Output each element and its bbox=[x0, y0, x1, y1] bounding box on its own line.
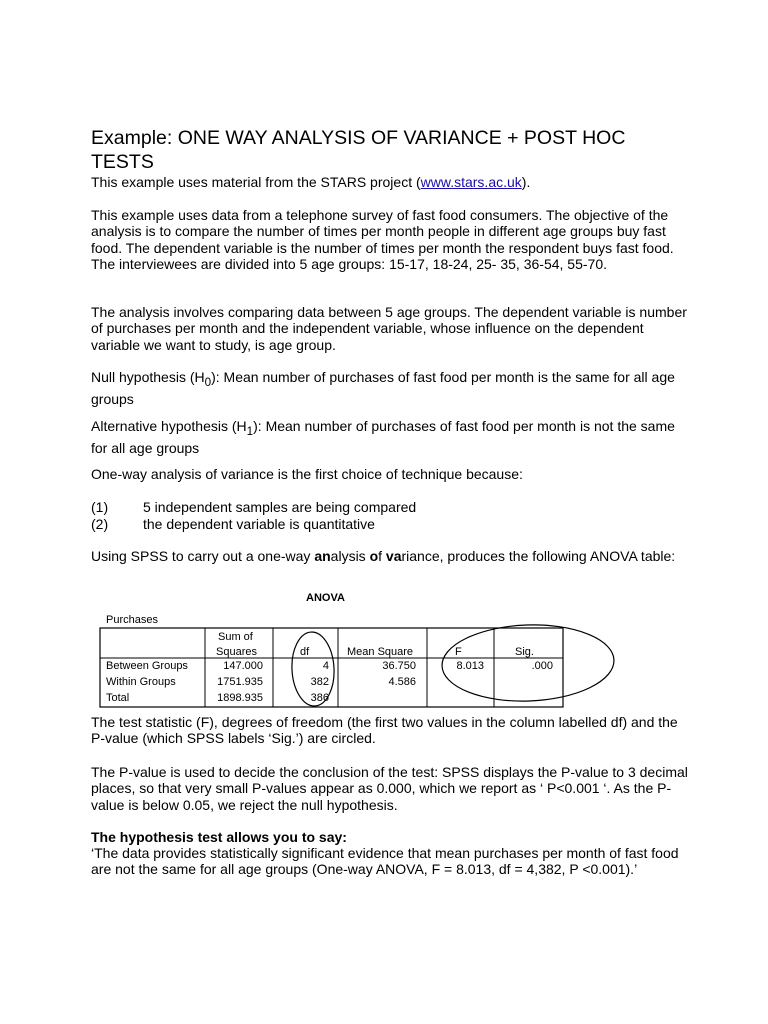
conclusion-heading: The hypothesis test allows you to say: bbox=[91, 829, 347, 845]
cell-f: 8.013 bbox=[456, 660, 484, 672]
survey-description-paragraph: This example uses data from a telephone survey of fast food consumers. The objective of the analysis is to compare the number of times per month people in different age groups buy fast food. The dependent variable is the number of times per month the respondent buys fast food. The interviewees are divided into 5 age groups: 15-17, 18-24, 25- 35, 36-54, 55-70. bbox=[91, 207, 674, 272]
spss-text: alysis bbox=[330, 548, 370, 564]
technique-paragraph: One-way analysis of variance is the first choice of technique because: bbox=[91, 466, 523, 482]
spss-bold: va bbox=[385, 548, 402, 564]
null-hyp-prefix: Null hypothesis (H bbox=[91, 369, 205, 385]
spss-text: f bbox=[378, 548, 386, 564]
cell-df: 382 bbox=[310, 676, 329, 688]
page-title: Example: ONE WAY ANALYSIS OF VARIANCE + POST HOC TESTS bbox=[91, 127, 626, 173]
spss-bold: an bbox=[314, 548, 331, 564]
list-item-number: (2) bbox=[91, 516, 109, 532]
header-mean-square: Mean Square bbox=[347, 646, 414, 658]
stars-link[interactable]: www.stars.ac.uk bbox=[420, 174, 522, 190]
cell-mean-square: 4.586 bbox=[388, 676, 416, 688]
circled-explanation-paragraph: The test statistic (F), degrees of freedom (the first two values in the column labelled df) and the P-value (which SPSS labels ‘Sig.’) are circled. bbox=[91, 714, 678, 747]
alt-hyp-subscript: 1 bbox=[246, 424, 254, 438]
intro-text: This example uses material from the STARS project ( bbox=[91, 174, 421, 190]
intro-text-end: ). bbox=[521, 174, 531, 190]
cell-df: 386 bbox=[310, 692, 329, 704]
cell-sum-squares: 1751.935 bbox=[217, 676, 263, 688]
list-item-text: the dependent variable is quantitative bbox=[143, 516, 375, 532]
list-item-number: (1) bbox=[91, 499, 109, 515]
header-sum-of: Sum of bbox=[218, 631, 253, 643]
alt-hyp-text: ): Mean number of purchases of fast food per month is not the same for all age groups bbox=[91, 418, 675, 457]
null-hyp-subscript: 0 bbox=[204, 375, 212, 389]
header-f: F bbox=[455, 646, 462, 658]
header-sig: Sig. bbox=[515, 646, 534, 658]
header-squares: Squares bbox=[216, 646, 257, 658]
row-label: Total bbox=[106, 692, 130, 704]
header-df: df bbox=[300, 646, 310, 658]
p-value-paragraph: The P-value is used to decide the conclusion of the test: SPSS displays the P-value to 3 decimal places, so that very small P-values appear as 0.000, which we report as ‘ P<0.001 ‘. As the P-value is below 0.05, we reject the null hypothesis. bbox=[91, 764, 688, 813]
spss-bold: o bbox=[369, 548, 379, 564]
cell-df: 4 bbox=[322, 660, 329, 672]
conclusion-paragraph: ‘The data provides statistically significant evidence that mean purchases per month of fast food are not the same for all age groups (One-way ANOVA, F = 8.013, df = 4,382, P <0.001).’ bbox=[91, 845, 679, 878]
cell-sum-squares: 1898.935 bbox=[217, 692, 263, 704]
cell-mean-square: 36.750 bbox=[382, 660, 416, 672]
analysis-description-paragraph: The analysis involves comparing data between 5 age groups. The dependent variable is number of purchases per month and the independent variable, whose influence on the dependent variable we want to study, is age group. bbox=[91, 304, 687, 353]
list-item-text: 5 independent samples are being compared bbox=[143, 499, 417, 515]
row-label: Between Groups bbox=[106, 660, 188, 672]
anova-table-subtitle: Purchases bbox=[106, 614, 158, 626]
null-hyp-text: ): Mean number of purchases of fast food per month is the same for all age groups bbox=[91, 369, 675, 408]
cell-sig: .000 bbox=[531, 660, 553, 672]
cell-sum-squares: 147.000 bbox=[223, 660, 263, 672]
spss-text: riance, produces the following ANOVA table: bbox=[401, 548, 676, 564]
alt-hyp-prefix: Alternative hypothesis (H bbox=[91, 418, 247, 434]
spss-text: Using SPSS to carry out a one-way bbox=[91, 548, 315, 564]
anova-table-title: ANOVA bbox=[306, 592, 345, 604]
row-label: Within Groups bbox=[106, 676, 176, 688]
